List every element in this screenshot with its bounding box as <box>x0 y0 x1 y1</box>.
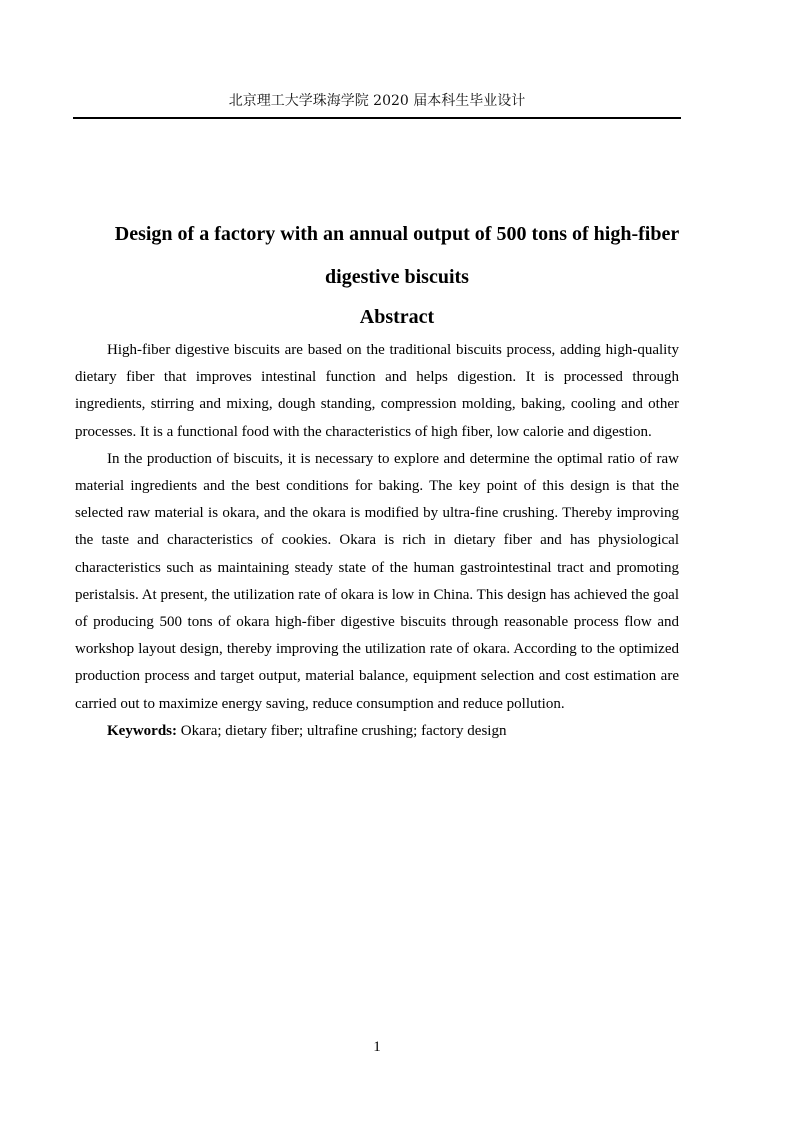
running-header: 北京理工大学珠海学院 2020 届本科生毕业设计 <box>228 93 526 109</box>
keywords-line <box>75 718 679 745</box>
page-number: 1 <box>373 1039 381 1055</box>
paper-title-line-1: Design of a factory with an annual output of 500 tons of high-fiber <box>114 223 680 245</box>
keywords-text: Okara; dietary fiber; ultrafine crushing; factory design <box>177 722 507 739</box>
abstract-body <box>75 337 679 745</box>
header-rule <box>73 117 681 119</box>
paper-title-line-2: digestive biscuits <box>325 266 469 288</box>
abstract-paragraph-1: High-fiber digestive biscuits are based on the traditional biscuits process, adding high-quality dietary fiber that improves intestinal function and helps digestion. It is processed through ingredients, stirring and mixing, dough standing, compression molding, baking, cooling and other processes. It is a functional food with the characteristics of high fiber, low calorie and digestion. <box>75 342 679 440</box>
abstract-heading: Abstract <box>359 306 435 328</box>
abstract-paragraph-2: In the production of biscuits, it is necessary to explore and determine the optimal ratio of raw material ingredients and the best conditions for baking. The key point of this design is that the selected raw material is okara, and the okara is modified by ultra-fine crushing. Thereby improving the taste and characteristics of cookies. Okara is rich in dietary fiber and has physiological characteristics such as maintaining steady state of the human gastrointestinal tract and promoting peristalsis. At present, the utilization rate of okara is low in China. This design has achieved the goal of producing 500 tons of okara high-fiber digestive biscuits through reasonable process flow and workshop layout design, thereby improving the utilization rate of okara. According to the optimized production process and target output, material balance, equipment selection and cost estimation are carried out to maximize energy saving, reduce consumption and reduce pollution. <box>75 450 679 712</box>
paper-title <box>73 213 721 299</box>
keywords-label: Keywords: <box>107 722 177 739</box>
